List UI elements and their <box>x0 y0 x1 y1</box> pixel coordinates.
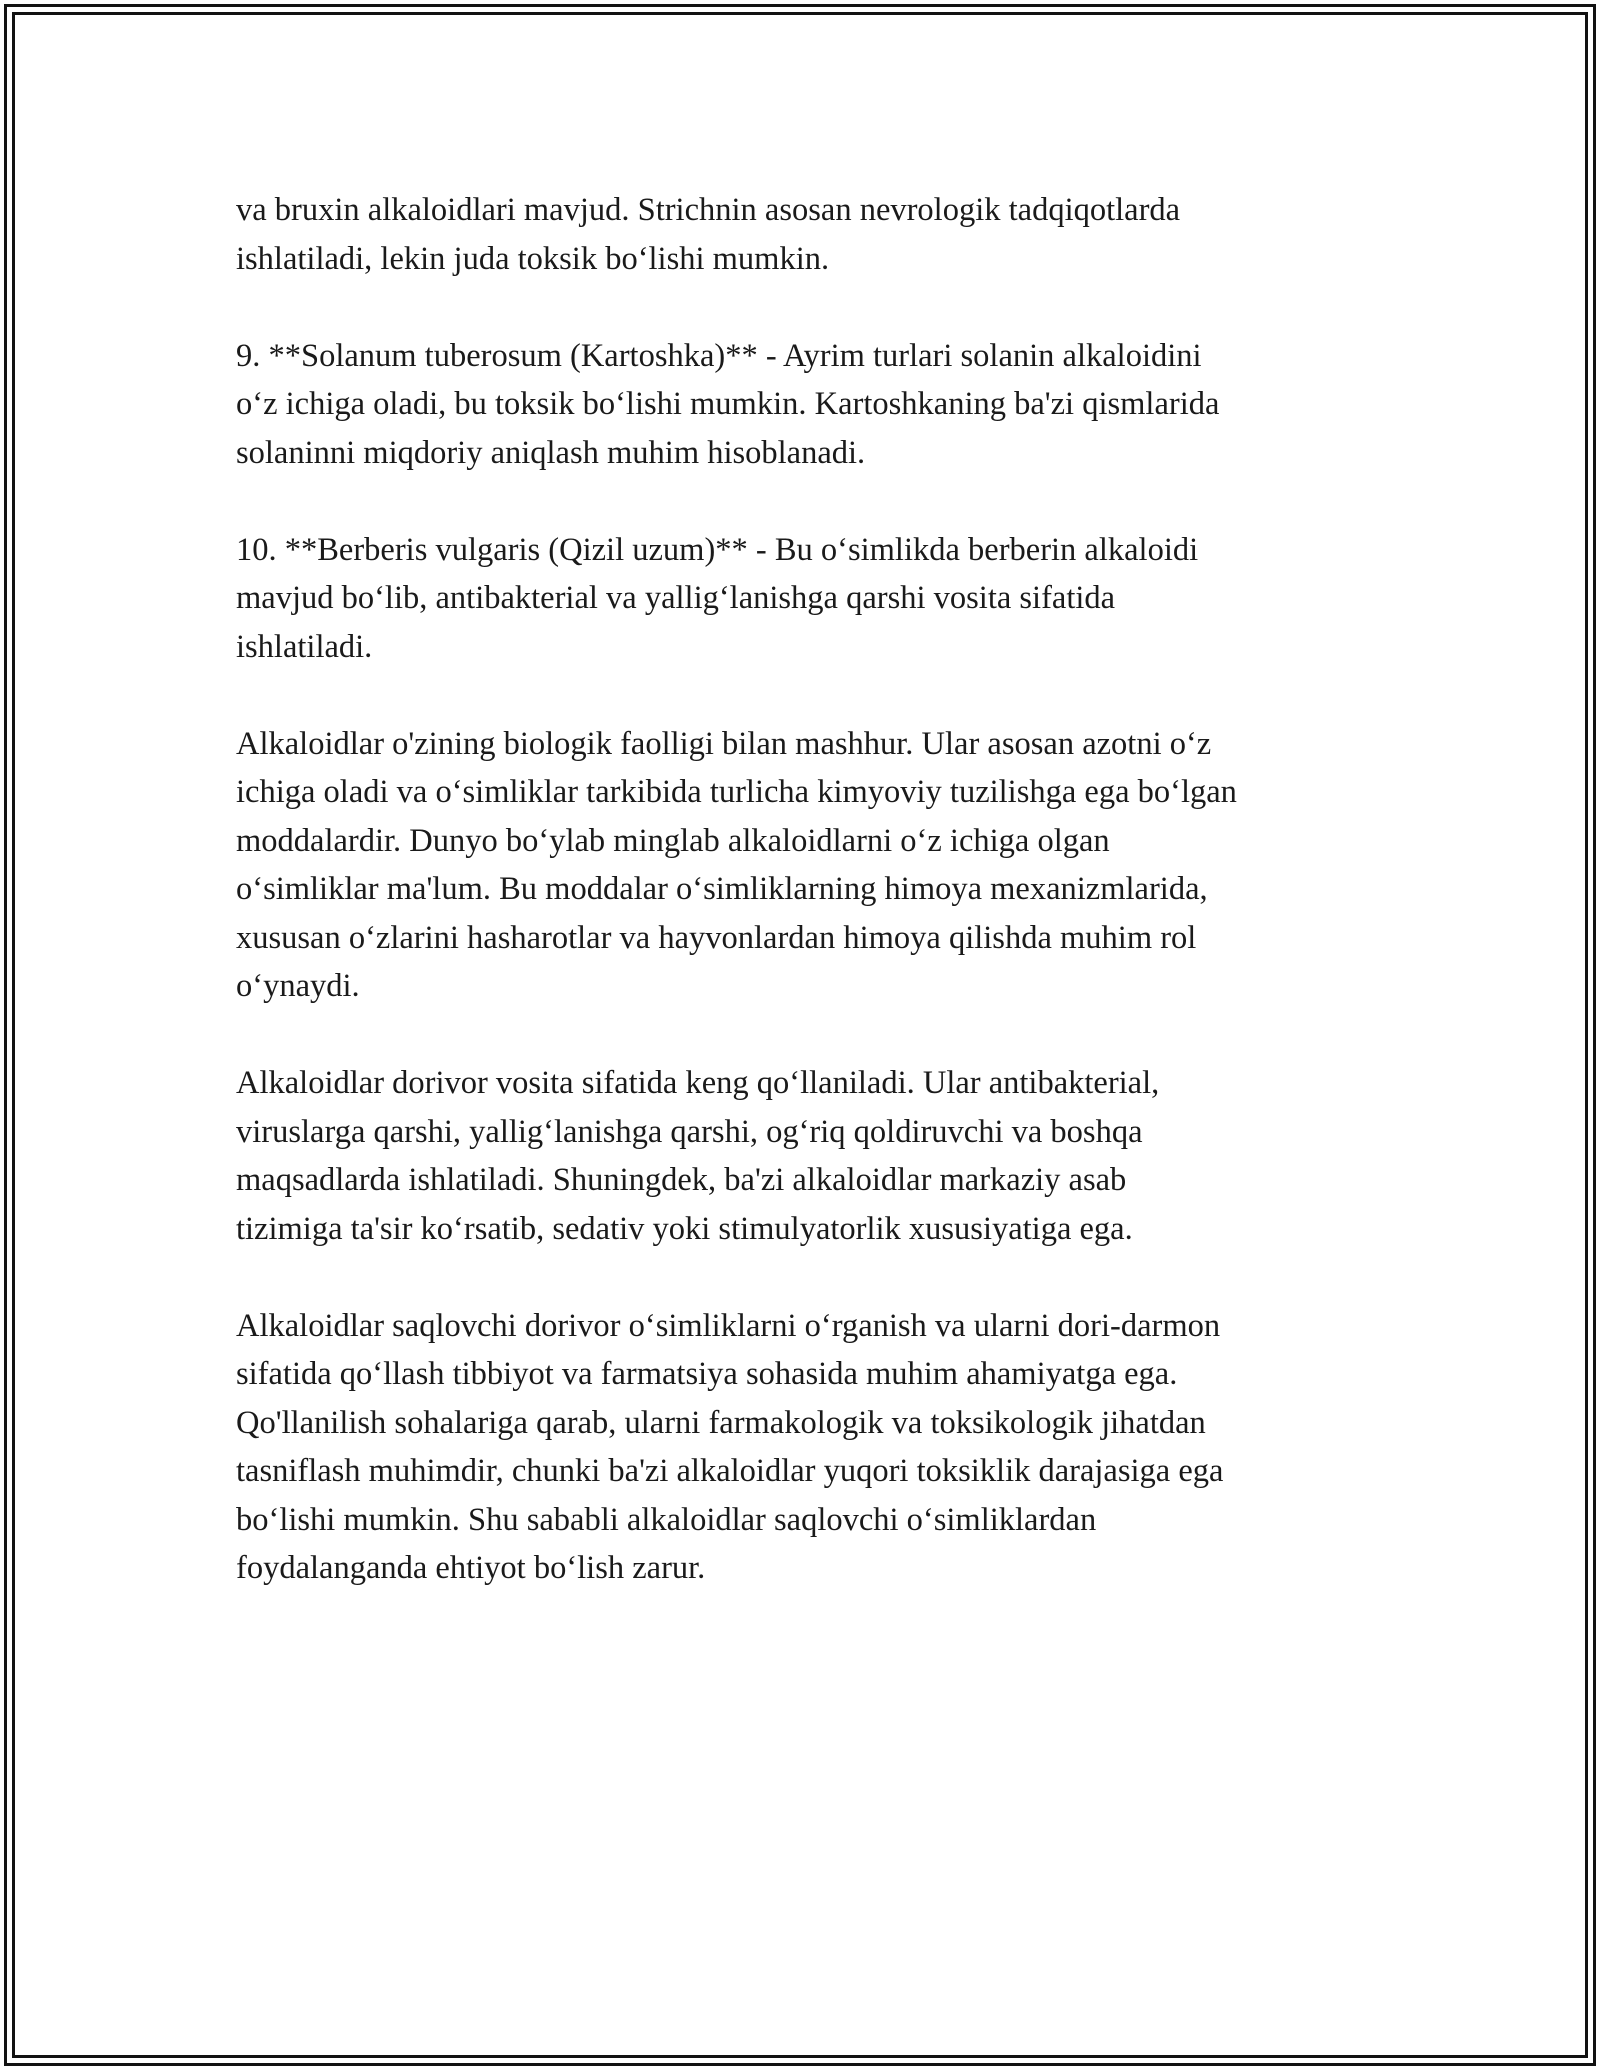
text-line: o‘ynaydi. <box>236 968 360 1004</box>
paragraph-alkaloid-biology <box>236 720 1376 1011</box>
text-line: o‘z ichiga oladi, bu toksik bo‘lishi mumkin. Kartoshkaning ba'zi qismlarida <box>236 386 1220 422</box>
text-line: foydalanganda ehtiyot bo‘lish zarur. <box>236 1550 706 1586</box>
text-line: ichiga oladi va o‘simliklar tarkibida turlicha kimyoviy tuzilishga ega bo‘lgan <box>236 774 1237 810</box>
text-line: ishlatiladi, lekin juda toksik bo‘lishi mumkin. <box>236 240 830 277</box>
text-line: viruslarga qarshi, yallig‘lanishga qarshi, og‘riq qoldiruvchi va boshqa <box>236 1113 1143 1150</box>
text-line: va bruxin alkaloidlari mavjud. Strichnin asosan nevrologik tadqiqotlarda <box>236 192 1181 228</box>
text-line: sifatida qo‘llash tibbiyot va farmatsiya sohasida muhim ahamiyatga ega. <box>236 1356 1178 1392</box>
text-line: maqsadlarda ishlatiladi. Shuningdek, ba'zi alkaloidlar markaziy asab <box>236 1162 1127 1198</box>
text-line: Alkaloidlar dorivor vosita sifatida keng qo‘llaniladi. Ular antibakterial, <box>236 1065 1160 1101</box>
text-line: moddalardir. Dunyo bo‘ylab minglab alkaloidlarni o‘z ichiga olgan <box>236 822 1110 859</box>
text-line: tizimiga ta'sir ko‘rsatib, sedativ yoki stimulyatorlik xususiyatiga ega. <box>236 1210 1133 1247</box>
text-line: xususan o‘zlarini hasharotlar va hayvonlardan himoya qilishda muhim rol <box>236 919 1197 956</box>
text-line: solaninni miqdoriy aniqlash muhim hisoblanadi. <box>236 434 866 471</box>
paragraph-medicinal-use <box>236 1059 1376 1253</box>
text-line: Qo'llanilish sohalariga qarab, ularni farmakologik va toksikologik jihatdan <box>236 1404 1206 1441</box>
text-line: ishlatiladi. <box>236 628 373 665</box>
text-line: mavjud bo‘lib, antibakterial va yallig‘lanishga qarshi vosita sifatida <box>236 580 1116 616</box>
text-line: 9. **Solanum tuberosum (Kartoshka)** - Ayrim turlari solanin alkaloidini <box>236 337 1202 374</box>
text-line: Alkaloidlar saqlovchi dorivor o‘simliklarni o‘rganish va ularni dori-darmon <box>236 1307 1221 1344</box>
paragraph-item-10-berberis <box>236 526 1376 672</box>
text-line: bo‘lishi mumkin. Shu sababli alkaloidlar saqlovchi o‘simliklardan <box>236 1501 1097 1538</box>
paragraph-strychnos-continuation <box>236 186 1376 283</box>
paragraph-item-9-solanum <box>236 332 1376 478</box>
paragraph-conclusion <box>236 1302 1376 1593</box>
text-line: Alkaloidlar o'zining biologik faolligi bilan mashhur. Ular asosan azotni o‘z <box>236 725 1212 762</box>
text-line: o‘simliklar ma'lum. Bu moddalar o‘simliklarning himoya mexanizmlarida, <box>236 871 1208 907</box>
text-line: tasniflash muhimdir, chunki ba'zi alkaloidlar yuqori toksiklik darajasiga ega <box>236 1453 1224 1489</box>
text-line: 10. **Berberis vulgaris (Qizil uzum)** - Bu o‘simlikda berberin alkaloidi <box>236 531 1199 568</box>
document-body <box>236 186 1376 1641</box>
